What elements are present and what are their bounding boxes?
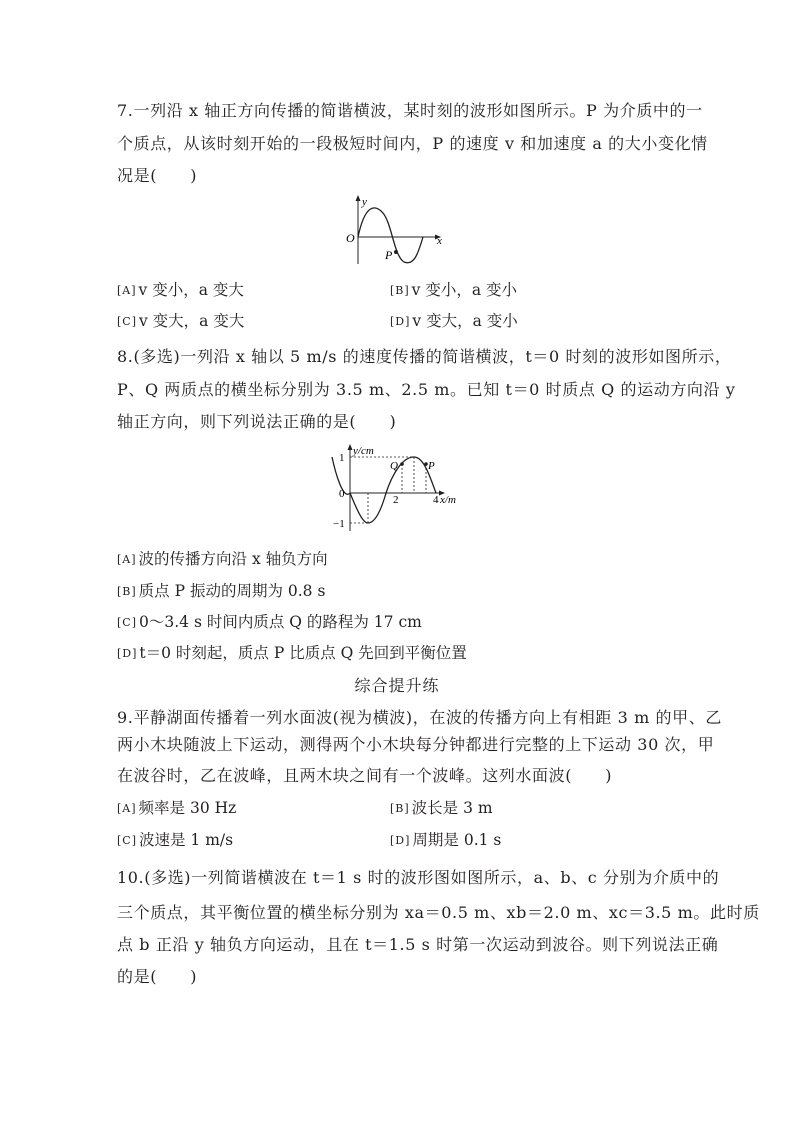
q8-option-b[interactable] xyxy=(117,581,325,602)
q7-line-2: 个质点，从该时刻开始的一段极短时间内，P 的速度 v 和加速度 a 的大小变化情 xyxy=(117,134,708,153)
q7-option-a[interactable] xyxy=(117,280,244,301)
option-tag: [D] xyxy=(117,647,138,660)
q9-line-3: 在波谷时，乙在波峰，且两木块之间有一个波峰。这列水面波( ) xyxy=(117,766,613,785)
q7-label-x: x xyxy=(437,235,442,247)
q8-label-p: P xyxy=(428,460,435,472)
q8-y-arrow xyxy=(348,444,353,450)
option-text: 0～3.4 s 时间内质点 Q 的路程为 17 cm xyxy=(139,613,422,631)
q8-tick-x-2: 2 xyxy=(393,494,399,506)
q9-option-d[interactable] xyxy=(390,830,501,851)
q8-line-3: 轴正方向，则下列说法正确的是( ) xyxy=(117,412,397,431)
q8-tick-y-pos: 1 xyxy=(339,452,345,464)
option-text: 波的传播方向沿 x 轴负方向 xyxy=(138,550,328,568)
option-text: v 变小，a 变大 xyxy=(138,281,244,299)
option-tag: [A] xyxy=(117,802,137,815)
q8-tick-x-0: 0 xyxy=(339,488,345,500)
option-text: 波长是 3 m xyxy=(411,799,493,817)
q8-label-x-axis: x/m xyxy=(440,494,456,506)
option-tag: [D] xyxy=(390,834,411,847)
q10-line-3: 点 b 正沿 y 轴负方向运动，且在 t＝1.5 s 时第一次运动到波谷。则下列说法正确 xyxy=(117,935,719,954)
option-tag: [C] xyxy=(117,315,137,328)
q7-label-y: y xyxy=(362,196,367,208)
q8-tick-y-neg: −1 xyxy=(333,518,345,530)
q8-wave-curve xyxy=(332,457,436,523)
option-text: v 变小，a 变小 xyxy=(411,281,518,299)
q8-option-c[interactable] xyxy=(117,612,422,633)
q7-option-b[interactable] xyxy=(390,280,517,301)
q10-line-1: 10.(多选)一列简谐横波在 t＝1 s 时的波形图如图所示，a、b、c 分别为介质中的 xyxy=(117,868,720,887)
q9-line-2: 两小木块随波上下运动，测得两个小木块每分钟都进行完整的上下运动 30 次，甲 xyxy=(117,735,715,754)
q7-label-p: P xyxy=(385,248,393,262)
option-tag: [C] xyxy=(117,616,137,629)
q7-line-3: 况是( ) xyxy=(117,166,198,185)
q8-label-q: Q xyxy=(390,460,398,472)
option-text: 周期是 0.1 s xyxy=(412,831,502,849)
option-tag: [A] xyxy=(117,553,137,566)
q8-line-2: P、Q 两质点的横坐标分别为 3.5 m、2.5 m。已知 t＝0 时质点 Q 的运动方向沿 y xyxy=(117,380,736,399)
option-text: 频率是 30 Hz xyxy=(138,799,237,817)
option-text: v 变大，a 变大 xyxy=(139,312,245,330)
q8-option-d[interactable] xyxy=(117,643,467,664)
q7-label-origin: O xyxy=(346,231,355,245)
q8-line-1: 8.(多选)一列沿 x 轴以 5 m/s 的速度传播的简谐横波，t＝0 时刻的波形如图所示， xyxy=(117,347,732,366)
option-tag: [B] xyxy=(390,802,410,815)
q7-point-p xyxy=(394,250,398,254)
q7-option-c[interactable] xyxy=(117,311,244,332)
option-text: 波速是 1 m/s xyxy=(139,831,234,849)
option-tag: [C] xyxy=(117,834,137,847)
q9-option-a[interactable] xyxy=(117,798,236,819)
q7-line-1: 7.一列沿 x 轴正方向传播的简谐横波，某时刻的波形如图所示。P 为介质中的一 xyxy=(117,101,703,120)
option-tag: [D] xyxy=(390,315,411,328)
q8-point-q xyxy=(400,462,404,466)
q7-option-d[interactable] xyxy=(390,311,518,332)
option-text: t＝0 时刻起，质点 P 比质点 Q 先回到平衡位置 xyxy=(139,644,467,662)
q9-option-b[interactable] xyxy=(390,798,493,819)
option-text: 质点 P 振动的周期为 0.8 s xyxy=(138,582,326,600)
section-title: 综合提升练 xyxy=(354,676,440,695)
option-tag: [B] xyxy=(117,585,137,598)
option-tag: [B] xyxy=(390,284,410,297)
q7-wave-figure xyxy=(338,192,450,268)
q10-line-4: 的是( ) xyxy=(117,967,198,986)
option-text: v 变大，a 变小 xyxy=(412,312,518,330)
q9-line-1: 9.平静湖面传播着一列水面波(视为横波)，在波的传播方向上有相距 3 m 的甲、乙 xyxy=(117,708,722,727)
option-tag: [A] xyxy=(117,284,137,297)
q8-wave-figure xyxy=(330,441,470,535)
q8-label-y-axis: y/cm xyxy=(353,445,374,457)
q7-y-arrow xyxy=(356,195,361,201)
q8-option-a[interactable] xyxy=(117,549,328,570)
q8-tick-x-4: 4 xyxy=(433,494,439,506)
q10-line-2: 三个质点，其平衡位置的横坐标分别为 xa＝0.5 m、xb＝2.0 m、xc＝3.5 m。此时质 xyxy=(117,903,760,922)
q9-option-c[interactable] xyxy=(117,830,233,851)
